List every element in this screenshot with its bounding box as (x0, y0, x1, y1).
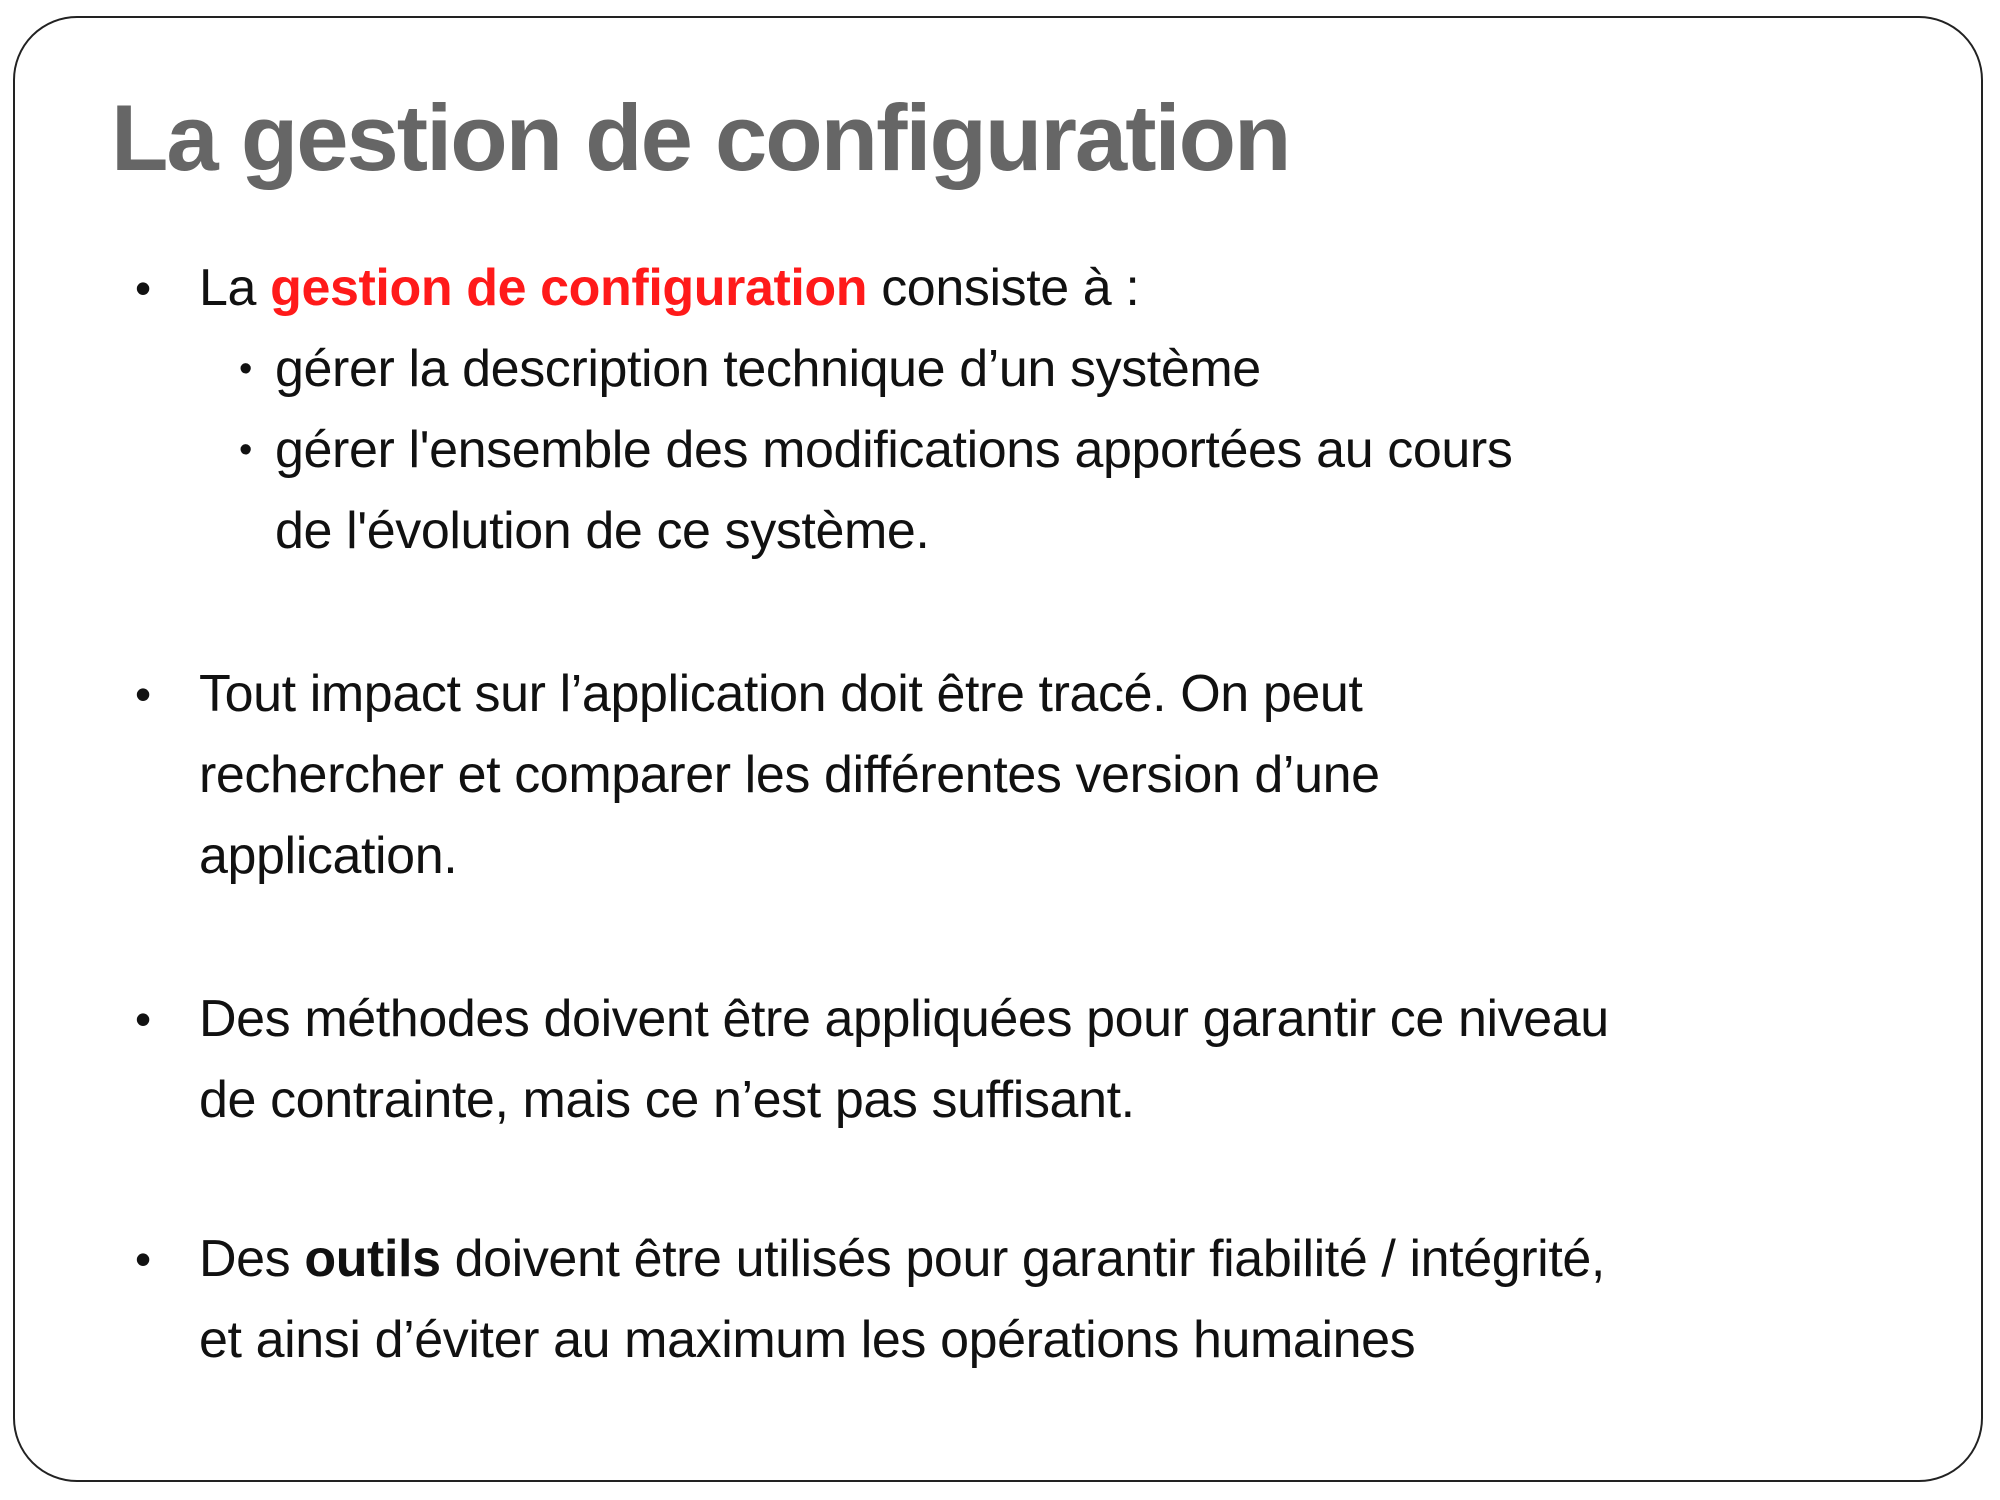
bullet-icon: • (135, 668, 151, 720)
bullet-4-prefix: Des (199, 1230, 305, 1288)
bullet-4-bold: outils (304, 1230, 441, 1288)
bullet-item-1 (135, 248, 1925, 329)
bullet-3-line-1: Des méthodes doivent être appliquées pour garantir ce niveau (199, 990, 1609, 1048)
bullet-2-line-2: rechercher et comparer les différentes version d’une (199, 746, 1380, 804)
bullet-1-highlight: gestion de configuration (270, 259, 868, 317)
bullet-item-2 (135, 654, 1925, 897)
bullet-2-line-3: application. (199, 827, 458, 885)
bullet-item-4 (135, 1219, 1925, 1381)
sub-bullet-icon: • (239, 429, 252, 471)
sub-bullet-icon: • (239, 348, 252, 390)
slide-title: La gestion de configuration (111, 85, 1290, 190)
slide (13, 16, 1983, 1482)
bullet-4-line-2: et ainsi d’éviter au maximum les opérations humaines (199, 1311, 1416, 1369)
sub-item-1-text: gérer la description technique d’un système (275, 340, 1261, 398)
sub-item-2-line-2: de l'évolution de ce système. (275, 502, 930, 560)
bullet-icon: • (135, 993, 151, 1045)
sub-item-2-line-1: gérer l'ensemble des modifications apportées au cours (275, 421, 1513, 479)
bullet-list (135, 248, 1925, 1381)
bullet-1-prefix: La (199, 259, 271, 317)
sub-item-1 (135, 329, 1925, 410)
spacer (135, 897, 1925, 979)
bullet-4-suffix: doivent être utilisés pour garantir fiabilité / intégrité, (440, 1230, 1605, 1288)
sub-item-2 (135, 410, 1925, 572)
bullet-icon: • (135, 262, 151, 314)
spacer (135, 572, 1925, 654)
bullet-item-3 (135, 979, 1925, 1141)
bullet-1-suffix: consiste à : (867, 259, 1140, 317)
bullet-3-line-2: de contrainte, mais ce n’est pas suffisant. (199, 1071, 1135, 1129)
spacer (135, 1141, 1925, 1219)
bullet-2-line-1: Tout impact sur l’application doit être tracé. On peut (199, 665, 1363, 723)
bullet-icon: • (135, 1233, 151, 1285)
